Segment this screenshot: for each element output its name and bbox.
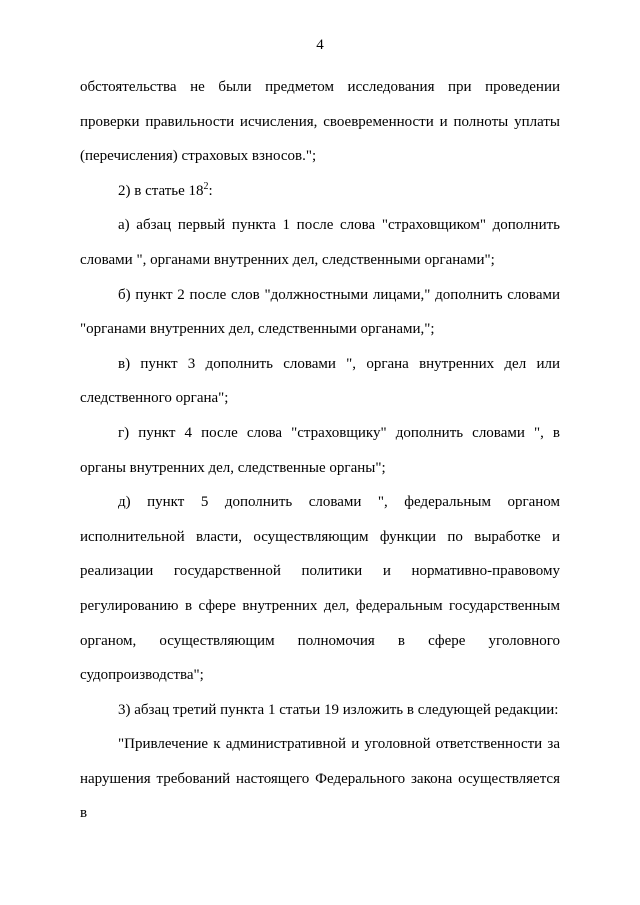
paragraph-continuation: обстоятельства не были предметом исследования при проведении проверки правильности исчисления, своевременности и полноты уплаты (перечисления) страховых взносов."; (80, 79, 560, 165)
paragraph-item-a: а) абзац первый пункта 1 после слова "страховщиком" дополнить словами ", органами внутренних дел, следственными органами"; (80, 217, 560, 268)
paragraph-article-18-2-text: 2) в статье 18 (118, 182, 204, 199)
paragraph-item-d: д) пункт 5 дополнить словами ", федеральным органом исполнительной власти, осуществляющим функции по выработке и реализации государственной политики и нормативно-правовому регулированию в сфере внутренних дел, федеральным государственным органом, осуществляющим полномочия в сфере уголовного судопроизводства"; (80, 494, 560, 684)
paragraph-article-18-2-colon: : (208, 182, 213, 199)
paragraph-item-g: г) пункт 4 после слова "страховщику" дополнить словами ", в органы внутренних дел, следственные органы"; (80, 424, 560, 476)
page-number: 4 (316, 37, 324, 53)
paragraph-item-b: б) пункт 2 после слов "должностными лицами," дополнить словами "органами внутренних дел, следственными органами,"; (80, 286, 560, 338)
superscript-number: 2 (203, 180, 209, 192)
paragraph-quoted-text: "Привлечение к административной и уголовной ответственности за нарушения требований настоящего Федерального закона осуществляется в (80, 736, 560, 822)
paragraph-article-18-2 (80, 174, 560, 209)
paragraph-item-v: в) пункт 3 дополнить словами ", органа внутренних дел или следственного органа"; (80, 355, 560, 407)
document-body (80, 70, 560, 831)
paragraph-article-19: 3) абзац третий пункта 1 статьи 19 изложить в следующей редакции: (118, 701, 559, 718)
